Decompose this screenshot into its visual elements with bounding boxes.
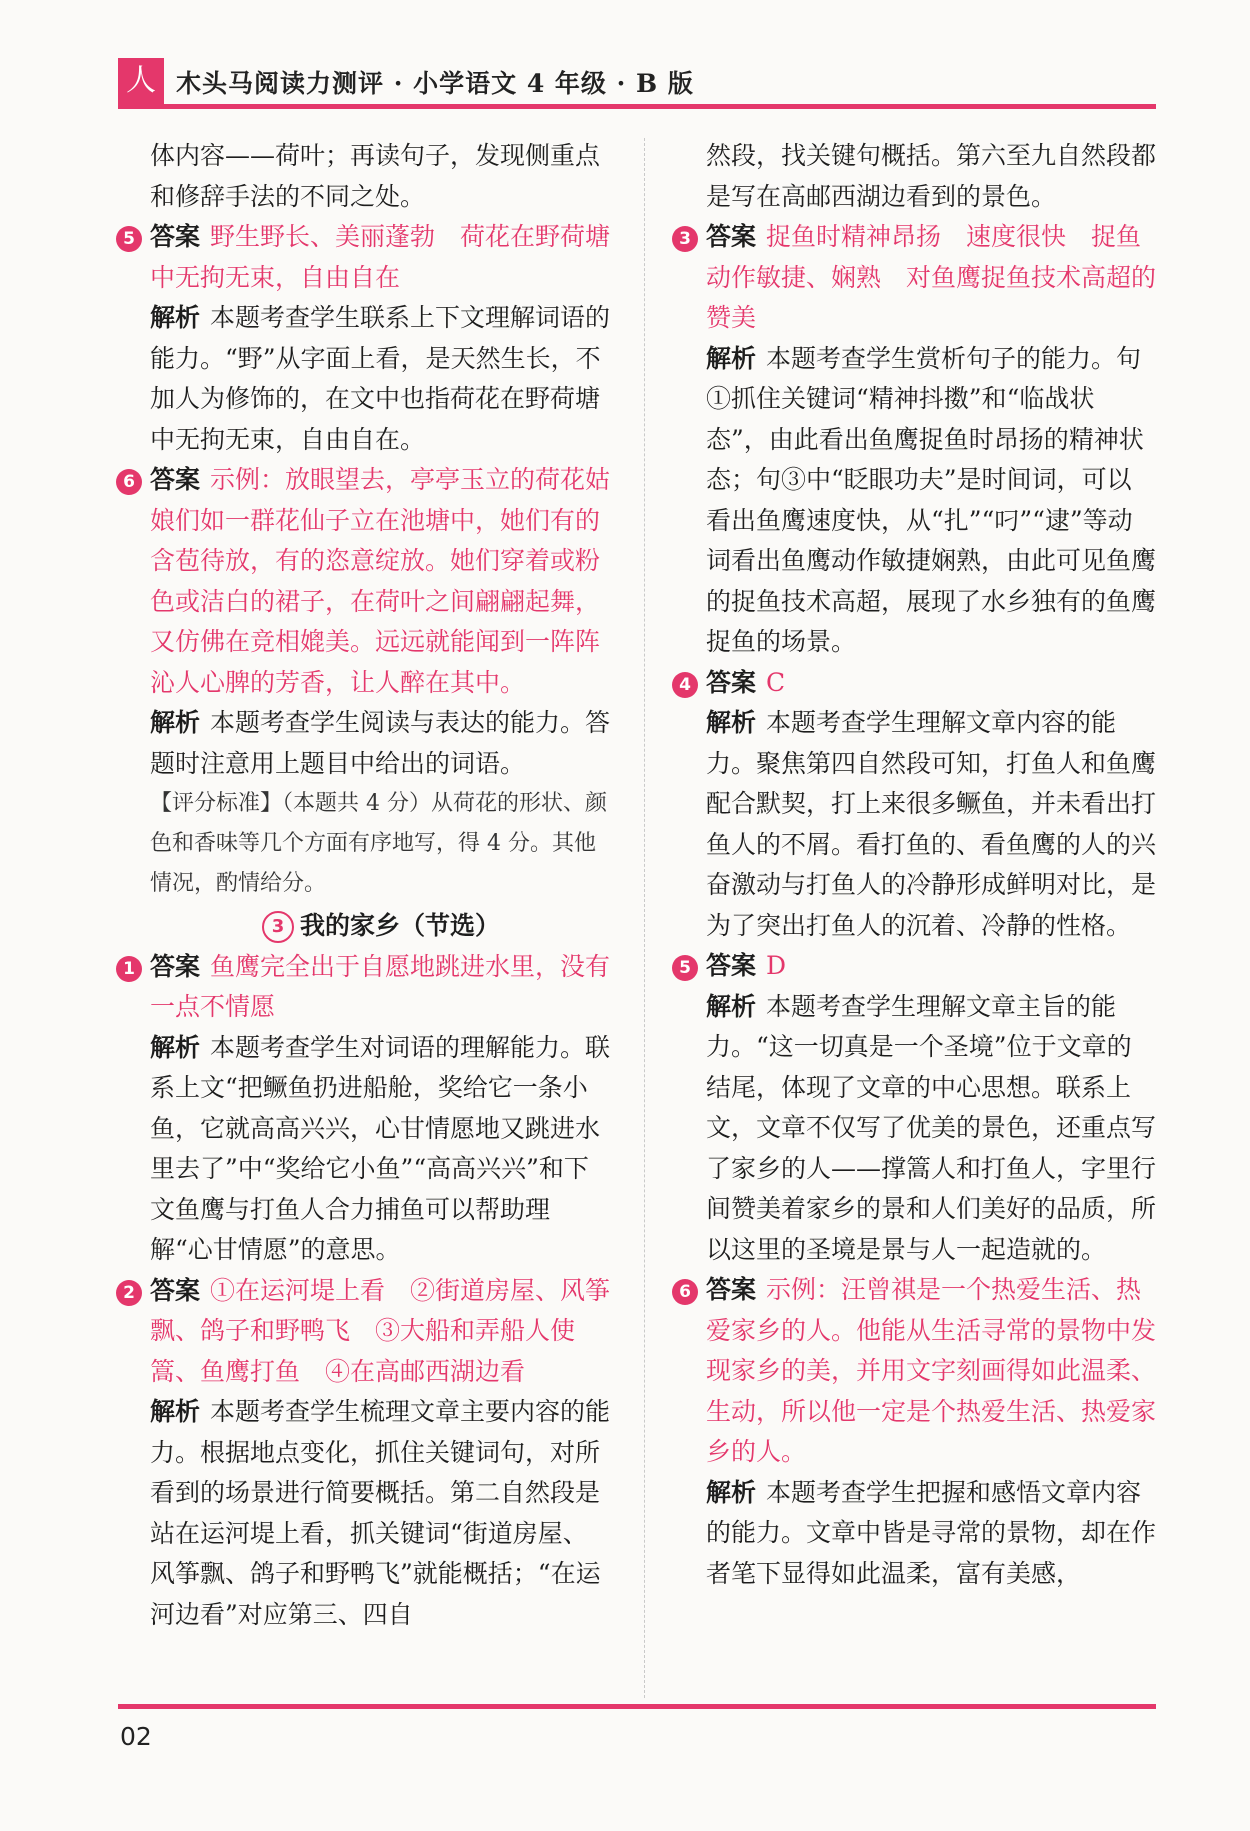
answer-item-6 <box>123 460 612 904</box>
question-number: 4 <box>672 672 698 698</box>
answer-label: 答案 <box>150 465 201 494</box>
answer-label: 答案 <box>706 951 757 980</box>
section-title <box>150 906 612 947</box>
answer-label: 答案 <box>150 1275 201 1305</box>
answer-label: 答案 <box>706 1275 757 1304</box>
answer-text: ①在运河堤上看 ②街道房屋、风筝飘、鸽子和野鸭飞 ③大船和弄船人使篙、鱼鹰打鱼 ④在高邮西湖边看 <box>150 1275 611 1386</box>
continued-text: 体内容——荷叶；再读句子，发现侧重点和修辞手法的不同之处。 <box>150 141 601 211</box>
answer-item-s3 <box>679 217 1157 663</box>
header-rule <box>118 104 1156 109</box>
brand-logo: 人 <box>118 58 164 104</box>
answer-item-s6 <box>679 1270 1157 1594</box>
left-column <box>123 136 612 1635</box>
answer-label: 答案 <box>150 222 201 251</box>
answer-text: 捉鱼时精神昂扬 速度很快 捉鱼动作敏捷、娴熟 对鱼鹰捉鱼技术高超的赞美 <box>706 222 1157 332</box>
answer-text: 示例：放眼望去，亭亭玉立的荷花姑娘们如一群花仙子立在池塘中，她们有的含苞待放，有的恣意绽放。她们穿着或粉色或洁白的裙子，在荷叶之间翩翩起舞，又仿佛在竞相媲美。远远就能闻到一阵阵沁人心脾的芳香，让人醉在其中。 <box>150 465 611 697</box>
answer-text: 野生野长、美丽蓬勃 荷花在野荷塘中无拘无束，自由自在 <box>150 222 611 292</box>
answer-label: 答案 <box>706 222 757 251</box>
page-number: 02 <box>120 1722 152 1751</box>
scoring-criteria: 【评分标准】（本题共 4 分）从荷花的形状、颜色和香味等几个方面有序地写，得 4 分。其他情况，酌情给分。 <box>150 791 607 896</box>
question-number: 6 <box>116 469 142 495</box>
analysis-text: 本题考查学生赏析句子的能力。句①抓住关键词“精神抖擞”和“临战状态”，由此看出鱼鹰捉鱼时昂扬的精神状态；句③中“眨眼功夫”是时间词，可以看出鱼鹰速度快，从“扎”“叼”“逮”等动词看出鱼鹰动作敏捷娴熟，由此可见鱼鹰的捉鱼技术高超，展现了水乡独有的鱼鹰捉鱼的场景。 <box>706 343 1157 656</box>
question-number: 5 <box>116 226 142 252</box>
answer-item-5 <box>123 217 612 460</box>
section-number: 3 <box>262 911 294 943</box>
analysis-text: 本题考查学生理解文章主旨的能力。“这一切真是一个圣境”位于文章的结尾，体现了文章的中心思想。联系上文，文章不仅写了优美的景色，还重点写了家乡的人——撑篙人和打鱼人，字里行间赞美着家乡的景和人们美好的品质，所以这里的圣境是景与人一起造就的。 <box>706 991 1157 1264</box>
column-divider <box>644 138 646 1698</box>
analysis-label: 解析 <box>706 1477 757 1507</box>
analysis-label: 解析 <box>150 303 201 332</box>
continued-text: 然段，找关键句概括。第六至九自然段都是写在高邮西湖边看到的景色。 <box>706 141 1157 211</box>
question-number: 6 <box>672 1279 698 1305</box>
answer-text: D <box>766 951 787 980</box>
answer-item-s2 <box>123 1271 612 1636</box>
analysis-label: 解析 <box>706 708 757 737</box>
answer-item-s5 <box>679 946 1157 1270</box>
analysis-label: 解析 <box>706 991 757 1021</box>
answer-label: 答案 <box>706 667 757 697</box>
analysis-text: 本题考查学生联系上下文理解词语的能力。“野”从字面上看，是天然生长，不加人为修饰的，在文中也指荷花在野荷塘中无拘无束，自由自在。 <box>150 303 611 454</box>
right-column <box>679 136 1157 1594</box>
analysis-label: 解析 <box>706 343 757 373</box>
answer-item-s1 <box>123 947 612 1271</box>
answer-text: 鱼鹰完全出于自愿地跳进水里，没有一点不情愿 <box>150 951 611 1021</box>
page-header <box>118 58 1156 106</box>
question-number: 3 <box>672 226 698 252</box>
analysis-text: 本题考查学生理解文章内容的能力。聚焦第四自然段可知，打鱼人和鱼鹰配合默契，打上来很多鳜鱼，并未看出打鱼人的不屑。看打鱼的、看鱼鹰的人的兴奋激动与打鱼人的冷静形成鲜明对比，是为了突出打鱼人的沉着、冷静的性格。 <box>706 708 1157 940</box>
analysis-text: 本题考查学生把握和感悟文章内容的能力。文章中皆是寻常的景物，却在作者笔下显得如此温柔，富有美感， <box>706 1477 1157 1588</box>
analysis-label: 解析 <box>150 1397 201 1426</box>
analysis-text: 本题考查学生梳理文章主要内容的能力。根据地点变化，抓住关键词句，对所看到的场景进行简要概括。第二自然段是站在运河堤上看，抓关键词“街道房屋、风筝飘、鸽子和野鸭飞”就能概括；“在运河边看”对应第三、四自 <box>150 1397 611 1629</box>
question-number: 1 <box>116 956 142 982</box>
footer-rule <box>118 1704 1156 1709</box>
analysis-label: 解析 <box>150 708 201 737</box>
section-title-text: 我的家乡（节选） <box>299 911 500 940</box>
answer-text: 示例：汪曾祺是一个热爱生活、热爱家乡的人。他能从生活寻常的景物中发现家乡的美，并用文字刻画得如此温柔、生动，所以他一定是个热爱生活、热爱家乡的人。 <box>706 1275 1157 1466</box>
answer-item-s4 <box>679 663 1157 947</box>
answer-label: 答案 <box>150 951 201 981</box>
analysis-text: 本题考查学生对词语的理解能力。联系上文“把鳜鱼扔进船舱，奖给它一条小鱼，它就高高兴兴，心甘情愿地又跳进水里去了”中“奖给它小鱼”“高高兴兴”和下文鱼鹰与打鱼人合力捕鱼可以帮助理解“心甘情愿”的意思。 <box>150 1032 611 1264</box>
book-title: 木头马阅读力测评 · 小学语文 4 年级 · B 版 <box>176 69 694 98</box>
analysis-text: 本题考查学生阅读与表达的能力。答题时注意用上题目中给出的词语。 <box>150 708 611 778</box>
question-number: 5 <box>672 955 698 981</box>
answer-text: C <box>766 667 786 697</box>
question-number: 2 <box>116 1280 142 1306</box>
analysis-label: 解析 <box>150 1032 201 1062</box>
